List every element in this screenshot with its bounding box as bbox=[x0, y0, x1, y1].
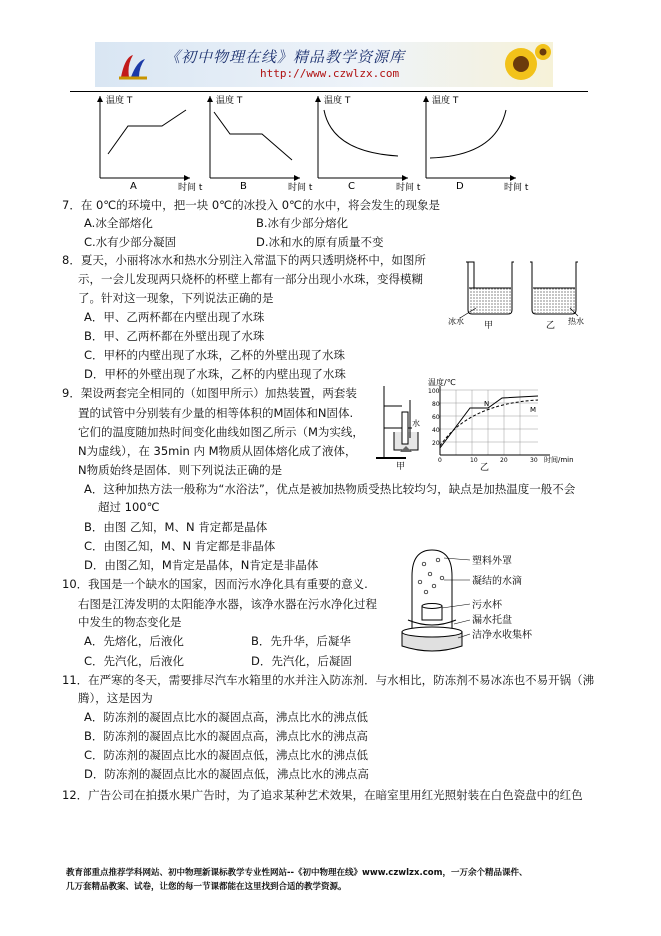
q7-stem: 7．在 0℃的环境中，把一块 0℃的冰投入 0℃的水中，将会发生的现象是 bbox=[62, 198, 440, 212]
header-banner bbox=[95, 42, 553, 87]
q9-stem-line1: 9．架设两套完全相同的（如图甲所示）加热装置，两套装 bbox=[62, 386, 357, 400]
svg-text:时间/min: 时间/min bbox=[544, 456, 574, 464]
svg-text:100: 100 bbox=[428, 388, 440, 395]
q10-option-a[interactable]: A．先熔化，后液化 bbox=[84, 634, 184, 648]
q8-option-b[interactable]: B．甲、乙两杯都在外壁出现了水珠 bbox=[84, 329, 265, 343]
q7-option-a[interactable]: A.冰全部熔化 bbox=[84, 216, 153, 230]
svg-text:温度 T: 温度 T bbox=[432, 96, 459, 106]
q8-stem-line3: 了。针对这一现象，下列说法正确的是 bbox=[78, 291, 274, 305]
svg-text:漏水托盘: 漏水托盘 bbox=[472, 615, 512, 626]
chart-yi bbox=[428, 377, 574, 473]
q10-option-d[interactable]: D．先汽化，后凝固 bbox=[251, 654, 352, 668]
q9-stem-line4: N为虚线），在 35min 内 M物质从固体熔化成了液体， bbox=[78, 444, 357, 458]
graph-c bbox=[315, 94, 421, 193]
svg-text:温度/℃: 温度/℃ bbox=[428, 378, 456, 387]
svg-text:污水杯: 污水杯 bbox=[472, 600, 502, 611]
graph-b bbox=[207, 94, 313, 193]
q8-stem-line1: 8．夏天，小丽将冰水和热水分别注入常温下的两只透明烧杯中，如图所 bbox=[62, 253, 426, 267]
q10-stem-line3: 中发生的物态变化是 bbox=[78, 615, 182, 629]
graph-d bbox=[423, 94, 529, 193]
svg-text:N: N bbox=[484, 400, 490, 408]
q7-option-b[interactable]: B.冰有少部分熔化 bbox=[256, 216, 349, 230]
q8-option-d[interactable]: D．甲杯的外壁出现了水珠，乙杯的内壁出现了水珠 bbox=[84, 367, 346, 381]
q9-stem-line5: N物质始终是固体．则下列说法正确的是 bbox=[78, 463, 283, 477]
q11-option-d[interactable]: D．防冻剂的凝固点比水的凝固点低，沸点比水的沸点高 bbox=[84, 767, 369, 781]
svg-text:C: C bbox=[348, 181, 355, 192]
svg-text:60: 60 bbox=[432, 414, 440, 421]
heating-figure bbox=[372, 376, 588, 472]
svg-text:B: B bbox=[240, 181, 247, 192]
q11-option-c[interactable]: C．防冻剂的凝固点比水的凝固点低，沸点比水的沸点低 bbox=[84, 748, 369, 762]
beakers-figure bbox=[446, 258, 586, 338]
beaker-jia bbox=[448, 262, 514, 331]
svg-text:水: 水 bbox=[412, 419, 420, 428]
page-footer bbox=[66, 866, 601, 894]
q7-option-d[interactable]: D.冰和水的原有质量不变 bbox=[256, 235, 384, 249]
svg-text:20: 20 bbox=[432, 440, 440, 447]
q9-stem-line2: 置的试管中分别装有少量的相等体积的M固体和N固体. bbox=[78, 406, 354, 420]
svg-text:20: 20 bbox=[500, 457, 508, 464]
site-logo-icon bbox=[115, 47, 151, 83]
q8-option-a[interactable]: A．甲、乙两杯都在内壁出现了水珠 bbox=[84, 310, 265, 324]
q9-option-a-cont: 超过 100℃ bbox=[98, 500, 160, 514]
svg-text:时间 t: 时间 t bbox=[288, 183, 313, 193]
q11-stem-line1: 11．在严寒的冬天，需要排尽汽车水箱里的水并注入防冻剂．与水相比，防冻剂不易冰冻也不易开锅（沸 bbox=[62, 673, 595, 687]
temperature-graphs bbox=[90, 92, 529, 193]
q8-stem-line2: 示，一会儿发现两只烧杯的杯壁上都有一部分出现小水珠，变得模糊 bbox=[78, 272, 423, 286]
svg-text:30: 30 bbox=[530, 457, 538, 464]
svg-text:冰水: 冰水 bbox=[448, 317, 464, 326]
q9-option-b[interactable]: B．由图 乙知，M、N 肯定都是晶体 bbox=[84, 520, 268, 534]
svg-text:塑料外罩: 塑料外罩 bbox=[472, 556, 512, 567]
svg-text:时间 t: 时间 t bbox=[396, 183, 421, 193]
q12-stem-line1: 12．广告公司在拍摄水果广告时，为了追求某种艺术效果，在暗室里用红光照射装在白色瓷盘中的红色 bbox=[62, 788, 583, 802]
svg-text:A: A bbox=[130, 181, 137, 192]
svg-text:0: 0 bbox=[438, 457, 442, 464]
svg-text:M: M bbox=[530, 406, 537, 414]
svg-text:40: 40 bbox=[432, 427, 440, 434]
svg-text:温度 T: 温度 T bbox=[324, 96, 351, 106]
svg-text:温度 T: 温度 T bbox=[216, 96, 243, 106]
sunflower-icon bbox=[493, 44, 549, 86]
banner-url[interactable]: http://www.czwlzx.com bbox=[260, 67, 400, 80]
q7-option-c[interactable]: C.水有少部分凝固 bbox=[84, 235, 177, 249]
svg-text:时间 t: 时间 t bbox=[178, 183, 203, 193]
svg-text:D: D bbox=[456, 181, 464, 192]
svg-text:甲: 甲 bbox=[484, 321, 494, 331]
q10-option-c[interactable]: C．先汽化，后液化 bbox=[84, 654, 185, 668]
apparatus-jia bbox=[376, 386, 420, 472]
footer-line2: 几万套精品教案、试卷，让您的每一节课都能在这里找到合适的教学资源。 bbox=[66, 882, 347, 892]
solar-purifier-figure bbox=[398, 546, 548, 668]
q9-option-c[interactable]: C．由图乙知，M、N 肯定都是非晶体 bbox=[84, 539, 276, 553]
svg-text:凝结的水滴: 凝结的水滴 bbox=[472, 576, 522, 587]
svg-text:乙: 乙 bbox=[480, 463, 490, 473]
svg-text:甲: 甲 bbox=[396, 462, 406, 472]
svg-text:时间 t: 时间 t bbox=[504, 183, 529, 193]
svg-text:80: 80 bbox=[432, 401, 440, 408]
footer-line1: 教育部重点推荐学科网站、初中物理新课标教学专业性网站--《初中物理在线》www.czwlzx.com，一万余个精品课件、 bbox=[66, 868, 528, 878]
svg-text:乙: 乙 bbox=[546, 321, 556, 331]
svg-text:温度 T: 温度 T bbox=[106, 96, 133, 106]
q9-option-d[interactable]: D．由图乙知，M肯定是晶体，N肯定是非晶体 bbox=[84, 558, 319, 572]
svg-text:热水: 热水 bbox=[568, 317, 584, 326]
svg-text:洁净水收集杯: 洁净水收集杯 bbox=[472, 630, 532, 641]
q10-stem-line2: 右图是江涛发明的太阳能净水器，该净水器在污水净化过程 bbox=[78, 597, 377, 611]
q8-option-c[interactable]: C．甲杯的内壁出现了水珠，乙杯的外壁出现了水珠 bbox=[84, 348, 346, 362]
q10-option-b[interactable]: B．先升华，后凝华 bbox=[251, 634, 351, 648]
graph-a bbox=[97, 94, 203, 193]
svg-text:10: 10 bbox=[470, 457, 478, 464]
banner-title: 《初中物理在线》精品教学资源库 bbox=[165, 48, 406, 66]
q10-stem-line1: 10．我国是一个缺水的国家，因而污水净化具有重要的意义. bbox=[62, 577, 368, 591]
q11-option-b[interactable]: B．防冻剂的凝固点比水的凝固点高，沸点比水的沸点高 bbox=[84, 729, 368, 743]
q11-stem-line2: 腾），这是因为 bbox=[78, 691, 153, 705]
q9-stem-line3: 它们的温度随加热时间变化曲线如图乙所示（M为实线， bbox=[78, 425, 364, 439]
q9-option-a[interactable]: A．这种加热方法一般称为“水浴法”，优点是被加热物质受热比较均匀，缺点是加热温度一般不会 bbox=[84, 482, 576, 496]
beaker-yi bbox=[530, 262, 584, 331]
q11-option-a[interactable]: A．防冻剂的凝固点比水的凝固点高，沸点比水的沸点低 bbox=[84, 710, 368, 724]
